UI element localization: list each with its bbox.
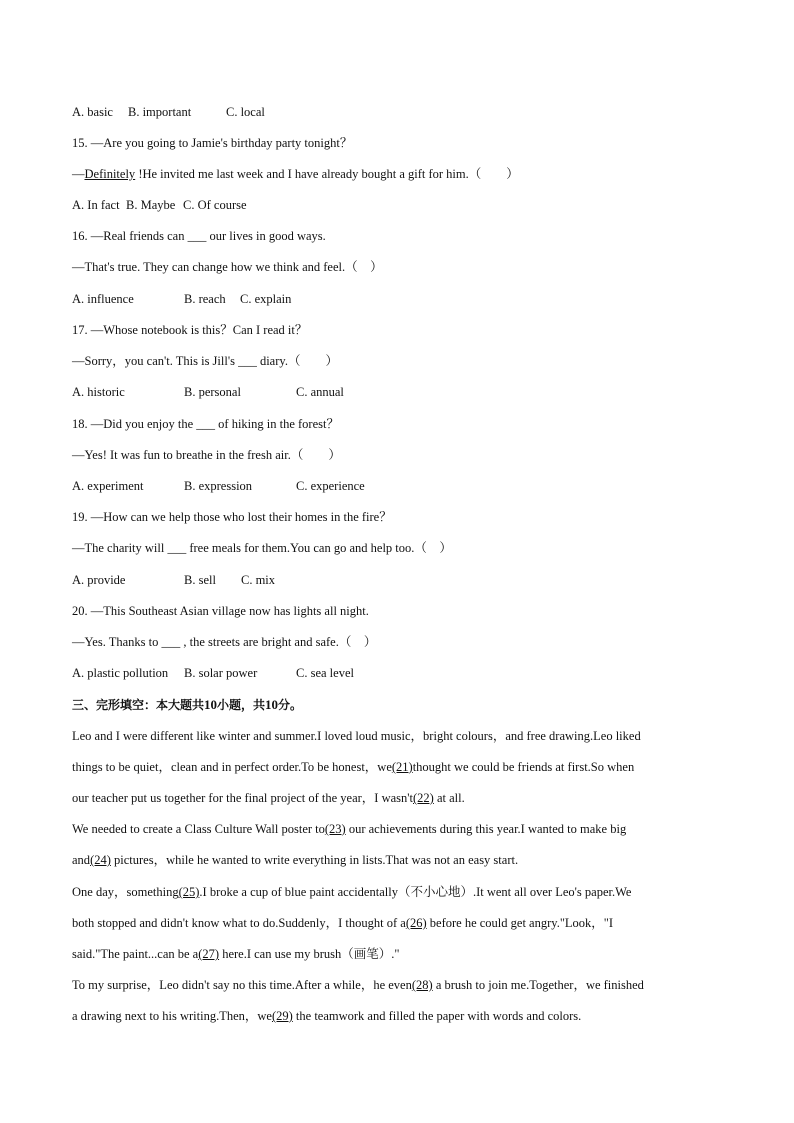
q18-option-b: B. expression [184, 479, 253, 493]
q15-question: 15. —Are you going to Jamie's birthday party tonight？ [72, 136, 353, 150]
q14-options [72, 104, 722, 120]
passage-text: said."The paint...can be a [72, 947, 199, 961]
blank-26: (26) [405, 916, 427, 930]
passage-text: our teacher put us together for the final project of the year，I wasn't [72, 791, 414, 805]
q19-options [72, 572, 722, 588]
q18-question: 18. —Did you enjoy the ___ of hiking in the forest？ [72, 417, 339, 431]
heading-part-2: 小题，共 [217, 698, 266, 712]
q14-option-b: B. important [128, 105, 192, 119]
q20-option-b: B. solar power [184, 666, 258, 680]
section-heading-cloze [72, 697, 722, 713]
q18-option-c: C. experience [296, 479, 365, 493]
passage-text: We needed to create a Class Culture Wall poster to [72, 822, 325, 836]
q20-option-c: C. sea level [296, 666, 354, 680]
passage-text: pictures，while he wanted to write everything in lists.That was not an easy start. [110, 853, 519, 867]
passage-text: at all. [433, 791, 465, 805]
passage-text: .I broke a cup of blue paint accidentally（不小心地）.It went all over Leo's paper.We [199, 885, 632, 899]
passage-line [72, 759, 722, 775]
passage-text: the teamwork and filled the paper with words and colors. [292, 1009, 582, 1023]
q15-options [72, 197, 722, 213]
q16-options [72, 291, 722, 307]
q20-question: 20. —This Southeast Asian village now has lights all night. [72, 604, 369, 618]
passage-text: To my surprise，Leo didn't say no this time.After a while，he even [72, 978, 412, 992]
passage-text: here.I can use my brush（画笔）." [219, 947, 400, 961]
q16-question: 16. —Real friends can ___ our lives in good ways. [72, 229, 326, 243]
passage-line: Leo and I were different like winter and summer.I loved loud music，bright colours，and free drawing.Leo liked [72, 729, 641, 743]
q15-dash: — [72, 167, 85, 181]
blank-24: (24) [90, 853, 111, 867]
passage-line [72, 977, 722, 993]
q20-option-a: A. plastic pollution [72, 666, 169, 680]
blank-22: (22) [413, 791, 434, 805]
q19-question: 19. —How can we help those who lost their homes in the fire？ [72, 510, 392, 524]
blank-21: (21) [391, 760, 413, 774]
q19-answer: —The charity will ___ free meals for them.You can go and help too.（ ） [72, 541, 452, 555]
passage-text: our achievements during this year.I wanted to make big [345, 822, 627, 836]
passage-line [72, 915, 722, 931]
q15-answer-rest: !He invited me last week and I have already bought a gift for him.（ ） [135, 167, 519, 181]
heading-score: 10 [265, 697, 279, 712]
passage-line [72, 852, 722, 868]
passage-line [72, 884, 722, 900]
heading-part-3: 分。 [278, 698, 303, 712]
heading-part-1: 三、完形填空：本大题共 [72, 698, 205, 712]
q18-options [72, 478, 722, 494]
passage-line [72, 790, 722, 806]
blank-28: (28) [411, 978, 433, 992]
blank-23: (23) [324, 822, 346, 836]
q17-option-c: C. annual [296, 385, 344, 399]
q17-options [72, 384, 722, 400]
heading-count: 10 [204, 697, 218, 712]
passage-text: and [72, 853, 91, 867]
passage-text: both stopped and didn't know what to do.Suddenly，I thought of a [72, 916, 406, 930]
q19-option-a: A. provide [72, 573, 126, 587]
q16-answer: —That's true. They can change how we think and feel.（ ） [72, 260, 383, 274]
passage-text: thought we could be friends at first.So when [412, 760, 635, 774]
passage-line [72, 821, 722, 837]
q16-option-a: A. influence [72, 292, 134, 306]
passage-line [72, 946, 722, 962]
passage-text: a brush to join me.Together，we finished [432, 978, 644, 992]
q20-options [72, 665, 722, 681]
q15-option-b: B. Maybe [126, 198, 176, 212]
q19-option-c: C. mix [241, 573, 276, 587]
q14-option-a: A. basic [72, 105, 113, 119]
q17-answer: —Sorry，you can't. This is Jill's ___ diary.（ ） [72, 354, 338, 368]
q18-answer: —Yes! It was fun to breathe in the fresh air.（ ） [72, 448, 341, 462]
q19-option-b: B. sell [184, 573, 216, 587]
q16-option-b: B. reach [184, 292, 226, 306]
passage-text: before he could get angry."Look，"I [426, 916, 614, 930]
blank-29: (29) [271, 1009, 293, 1023]
q20-answer: —Yes. Thanks to ___ , the streets are bright and safe.（ ） [72, 635, 377, 649]
blank-27: (27) [198, 947, 220, 961]
q15-answer [72, 166, 722, 182]
passage-text: a drawing next to his writing.Then，we [72, 1009, 272, 1023]
blank-25: (25) [178, 885, 200, 899]
q17-option-b: B. personal [184, 385, 241, 399]
passage-text: One day，something [72, 885, 179, 899]
passage-line [72, 1008, 722, 1024]
passage-text: things to be quiet，clean and in perfect order.To be honest，we [72, 760, 392, 774]
q15-underlined-word: Definitely [84, 167, 136, 181]
q18-option-a: A. experiment [72, 479, 144, 493]
q17-option-a: A. historic [72, 385, 125, 399]
q15-option-c: C. Of course [183, 198, 247, 212]
q15-option-a: A. In fact [72, 198, 120, 212]
q16-option-c: C. explain [240, 292, 292, 306]
q14-option-c: C. local [226, 105, 265, 119]
q17-question: 17. —Whose notebook is this？Can I read it？ [72, 323, 308, 337]
